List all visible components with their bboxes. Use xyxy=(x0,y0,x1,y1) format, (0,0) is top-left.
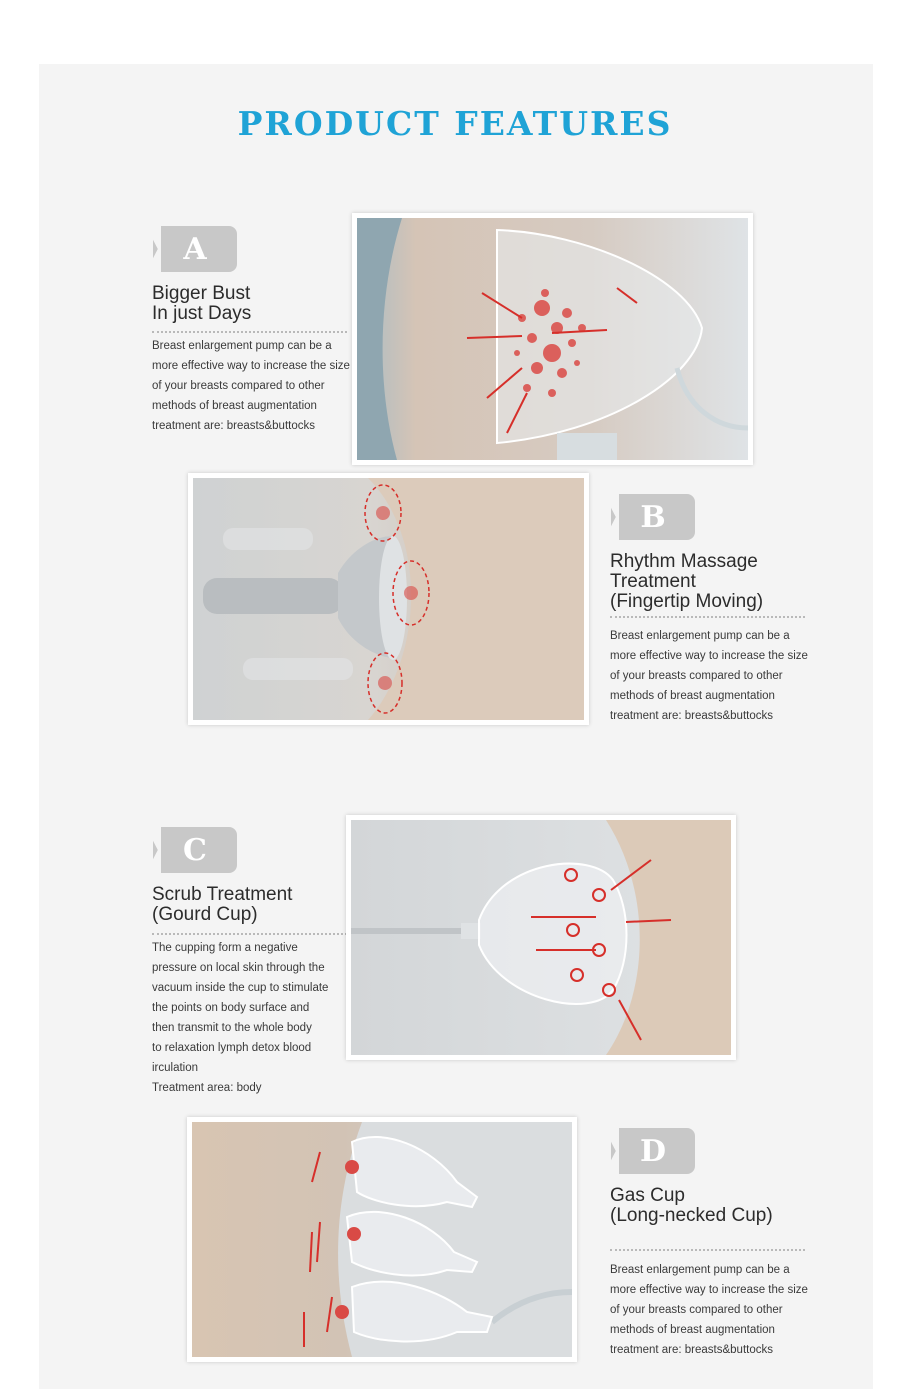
feature-letter: D xyxy=(639,1134,666,1169)
feature-letter: B xyxy=(640,500,666,535)
divider xyxy=(610,616,805,618)
feature-title: Gas Cup (Long-necked Cup) xyxy=(610,1185,773,1226)
page-title: PRODUCT FEATURES xyxy=(237,104,673,143)
feature-title: Bigger Bust In just Days xyxy=(152,283,252,324)
divider xyxy=(610,1249,805,1251)
fingertip-massage-cup-illustration xyxy=(188,473,589,725)
feature-description: Breast enlargement pump can be a more effective way to increase the size of your breasts compared to other methods of breast augmentation treatment are: breasts&buttocks xyxy=(610,630,808,722)
feature-description: Breast enlargement pump can be a more effective way to increase the size of your breasts compared to other methods of breast augmentation treatment are: breasts&buttocks xyxy=(152,340,350,432)
feature-letter: A xyxy=(183,232,207,267)
feature-tag-b xyxy=(611,494,695,540)
feature-letter: C xyxy=(183,833,207,868)
feature-description: The cupping form a negative pressure on local skin through the vacuum inside the cup to stimulate the points on body surface and then transmit to the whole body to relaxation lymph detox blood irculation Treatment area: body xyxy=(152,942,329,1094)
divider xyxy=(152,331,347,333)
feature-tag-d xyxy=(611,1128,695,1174)
feature-title: Rhythm Massage Treatment (Fingertip Moving) xyxy=(610,551,764,612)
gourd-cup-illustration xyxy=(346,815,736,1060)
feature-title: Scrub Treatment (Gourd Cup) xyxy=(152,884,293,925)
divider xyxy=(152,933,347,935)
feature-description: Breast enlargement pump can be a more effective way to increase the size of your breasts compared to other methods of breast augmentation treatment are: breasts&buttocks xyxy=(610,1264,808,1356)
feature-tag-a xyxy=(153,226,237,272)
feature-tag-c xyxy=(153,827,237,873)
long-necked-cup-illustration xyxy=(187,1117,577,1362)
breast-pump-cup-illustration xyxy=(352,213,753,465)
